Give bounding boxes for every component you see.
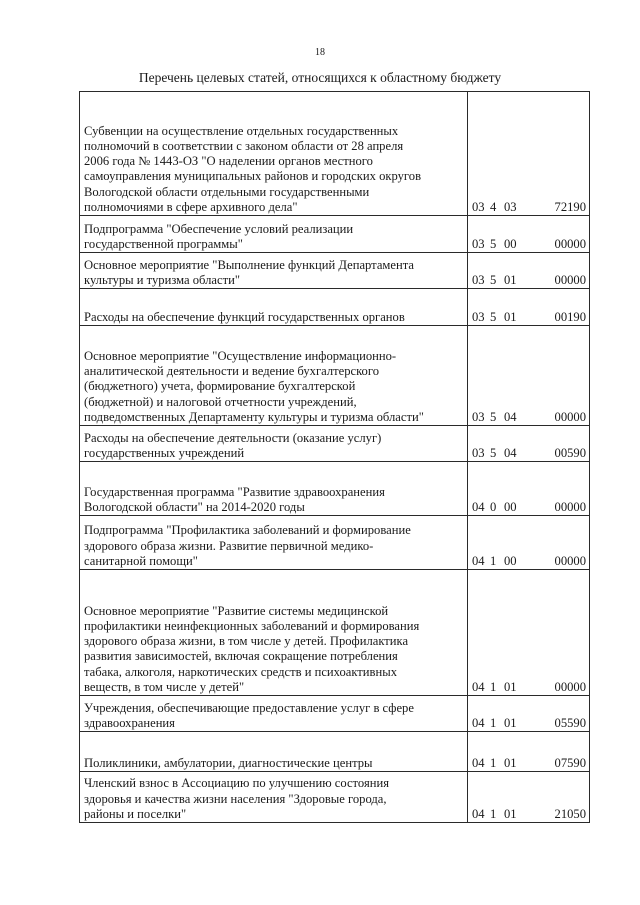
code-part: 01: [504, 715, 517, 730]
code-part: 03: [472, 272, 485, 287]
table-row: [80, 426, 590, 462]
code-part: 72190: [554, 199, 586, 214]
table-row: [80, 462, 590, 516]
code-part: 0: [490, 499, 497, 514]
code-part: 07590: [554, 755, 586, 770]
article-name-cell: [80, 216, 468, 253]
code-part: 00000: [554, 409, 586, 424]
article-name: Поликлиники, амбулатории, диагностические центры: [84, 755, 373, 770]
code-part: 00000: [554, 272, 586, 287]
table-row: [80, 772, 590, 823]
article-code-cell: [468, 253, 590, 289]
article-code-cell: [468, 462, 590, 516]
code-part: 21050: [554, 806, 586, 821]
article-name-cell: [80, 772, 468, 823]
code-part: 04: [472, 499, 485, 514]
article-name-cell: [80, 462, 468, 516]
code-part: 01: [504, 272, 517, 287]
article-name-cell: [80, 732, 468, 772]
code-part: 04: [504, 409, 517, 424]
article-code-cell: [468, 92, 590, 216]
article-code-cell: [468, 289, 590, 326]
code-part: 5: [490, 409, 497, 424]
code-part: 04: [472, 715, 485, 730]
table-row: [80, 289, 590, 326]
article-name-cell: [80, 326, 468, 426]
code-part: 5: [490, 309, 497, 324]
document-title: Перечень целевых статей, относящихся к областному бюджету: [138, 70, 502, 85]
article-code-cell: [468, 772, 590, 823]
article-name: Подпрограмма "Профилактика заболеваний и формирование здорового образа жизни. Развитие первичной медико- санитарной помощи": [84, 523, 411, 568]
code-part: 00: [504, 499, 517, 514]
article-name: Расходы на обеспечение функций государственных органов: [84, 309, 405, 324]
article-name: Расходы на обеспечение деятельности (оказание услуг) государственных учреждений: [84, 430, 382, 460]
article-code-cell: [468, 570, 590, 696]
article-name: Основное мероприятие "Развитие системы медицинской профилактики неинфекционных заболеваний и формирования здорового образа жизни, в том числе у детей. Профилактика развития зависимостей, включая сокращение потребления табака, алкоголя, наркотических средств и психоактивных веществ, в том числе у детей": [84, 603, 420, 694]
article-name-cell: [80, 570, 468, 696]
code-part: 01: [504, 755, 517, 770]
code-part: 1: [490, 755, 497, 770]
code-part: 01: [504, 679, 517, 694]
article-name: Основное мероприятие "Осуществление информационно- аналитической деятельности и ведение бухгалтерского (бюджетного) учета, формирование бухгалтерской (бюджетной) и налоговой отчетности учреждений, подведомственных Департаменту культуры и туризма области": [84, 348, 424, 424]
code-part: 5: [490, 272, 497, 287]
table-row: [80, 216, 590, 253]
code-part: 05590: [554, 715, 586, 730]
article-name-cell: [80, 516, 468, 570]
article-name: Подпрограмма "Обеспечение условий реализации государственной программы": [84, 221, 354, 251]
article-name: Субвенции на осуществление отдельных государственных полномочий в соответствии с законом области от 28 апреля 2006 года № 1443-ОЗ "О наделении органов местного самоуправления муниципальных районов и городских округов Вологодской области отдельными государственными полномочиями в сфере архивного дела": [84, 123, 422, 214]
table-row: [80, 253, 590, 289]
code-part: 00000: [554, 553, 586, 568]
article-code-cell: [468, 696, 590, 732]
code-part: 00: [504, 553, 517, 568]
article-name: Основное мероприятие "Выполнение функций Департамента культуры и туризма области": [84, 257, 414, 287]
code-part: 03: [472, 409, 485, 424]
code-part: 01: [504, 806, 517, 821]
article-name-cell: [80, 253, 468, 289]
target-articles-table: [79, 91, 590, 823]
code-part: 1: [490, 806, 497, 821]
article-name: Членский взнос в Ассоциацию по улучшению состояния здоровья и качества жизни населения "Здоровые города, районы и поселки": [84, 776, 390, 821]
code-part: 03: [472, 445, 485, 460]
code-part: 03: [472, 236, 485, 251]
code-part: 00: [504, 236, 517, 251]
code-part: 00590: [554, 445, 586, 460]
code-part: 04: [472, 806, 485, 821]
code-part: 01: [504, 309, 517, 324]
table-row: [80, 516, 590, 570]
article-name-cell: [80, 289, 468, 326]
code-part: 00190: [554, 309, 586, 324]
code-part: 04: [504, 445, 517, 460]
article-code-cell: [468, 216, 590, 253]
article-code-cell: [468, 326, 590, 426]
table-row: [80, 92, 590, 216]
table-row: [80, 732, 590, 772]
article-name-cell: [80, 426, 468, 462]
code-part: 03: [472, 199, 485, 214]
article-name-cell: [80, 92, 468, 216]
code-part: 5: [490, 445, 497, 460]
code-part: 03: [472, 309, 485, 324]
code-part: 1: [490, 715, 497, 730]
article-code-cell: [468, 732, 590, 772]
article-code-cell: [468, 516, 590, 570]
page-number: 18: [315, 47, 325, 58]
table-row: [80, 696, 590, 732]
article-code-cell: [468, 426, 590, 462]
code-part: 00000: [554, 236, 586, 251]
table-row: [80, 570, 590, 696]
code-part: 5: [490, 236, 497, 251]
code-part: 04: [472, 755, 485, 770]
table-row: [80, 326, 590, 426]
article-name: Учреждения, обеспечивающие предоставление услуг в сфере здравоохранения: [84, 700, 414, 730]
code-part: 1: [490, 553, 497, 568]
article-name-cell: [80, 696, 468, 732]
code-part: 04: [472, 679, 485, 694]
code-part: 4: [490, 199, 497, 214]
article-name: Государственная программа "Развитие здравоохранения Вологодской области" на 2014-2020 годы: [84, 484, 385, 514]
code-part: 00000: [554, 499, 586, 514]
code-part: 03: [504, 199, 517, 214]
code-part: 00000: [554, 679, 586, 694]
code-part: 04: [472, 553, 485, 568]
code-part: 1: [490, 679, 497, 694]
